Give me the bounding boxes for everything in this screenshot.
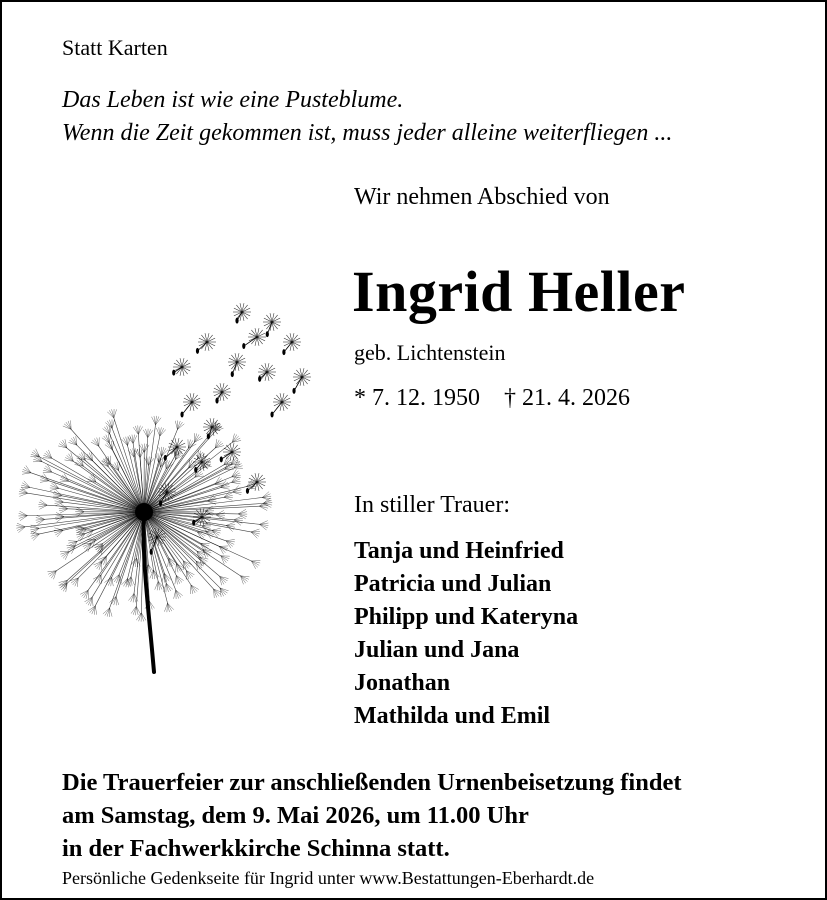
- mourner: Julian und Jana: [354, 637, 520, 663]
- mourner: Philipp und Kateryna: [354, 604, 579, 630]
- mourner: Jonathan: [354, 670, 451, 696]
- quote-line: Das Leben ist wie eine Pusteblume.: [62, 87, 404, 113]
- maiden-name: geb. Lichtenstein: [354, 340, 506, 365]
- ceremony-line: Die Trauerfeier zur anschließenden Urnenbeisetzung findet: [62, 769, 682, 796]
- mourner: Patricia und Julian: [354, 571, 552, 597]
- ceremony-line: am Samstag, dem 9. Mai 2026, um 11.00 Uhr: [62, 802, 529, 829]
- quote: [62, 84, 672, 150]
- dandelion-icon: [2, 162, 342, 682]
- statt-karten-label: Statt Karten: [62, 35, 168, 60]
- birth-date: * 7. 12. 1950: [354, 385, 480, 411]
- mourner: Mathilda und Emil: [354, 703, 551, 729]
- ceremony-info: [62, 766, 682, 865]
- ceremony-line: in der Fachwerkkirche Schinna statt.: [62, 835, 450, 862]
- quote-line: Wenn die Zeit gekommen ist, muss jeder alleine weiterfliegen ...: [62, 120, 673, 146]
- intro-text: Wir nehmen Abschied von: [354, 184, 610, 210]
- mourner: Tanja und Heinfried: [354, 538, 564, 564]
- deceased-name: Ingrid Heller: [352, 259, 686, 324]
- death-date: † 21. 4. 2026: [504, 385, 630, 411]
- life-dates: [354, 385, 630, 412]
- mourning-heading: In stiller Trauer:: [354, 492, 510, 518]
- memorial-page-note: Persönliche Gedenkseite für Ingrid unter www.Bestattungen-Eberhardt.de: [62, 868, 595, 888]
- mourners-list: [354, 535, 578, 733]
